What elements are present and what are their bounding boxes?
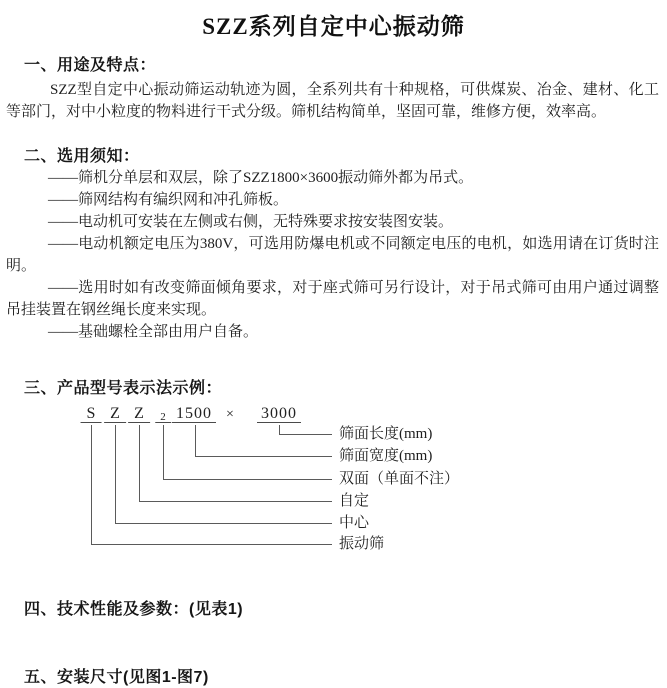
notice-item: ——筛机分单层和双层，除了SZZ1800×3600振动筛外都为吊式。 [48,170,474,186]
model-token-s: S [81,405,102,423]
connector-line [163,479,332,480]
model-token-z2: Z [128,405,150,423]
notice-item: ——基础螺栓全部由用户自备。 [48,324,259,340]
model-token-z1: Z [104,405,126,423]
diagram-label-center: 中心 [339,515,370,531]
document-content [0,56,667,688]
diagram-label-screen-width: 筛面宽度(mm) [339,448,433,464]
connector-line [115,425,116,523]
connector-line [139,501,332,502]
connector-line [195,425,196,456]
diagram-label-screen-length: 筛面长度(mm) [339,426,433,442]
connector-line [91,425,92,544]
diagram-label-self: 自定 [339,493,370,509]
connector-line [163,425,164,479]
usage-paragraph: SZZ型自定中心振动筛运动轨迹为圆，全系列共有十种规格，可供煤炭、冶金、建材、化工等部门，对中小粒度的物料进行干式分级。筛机结构简单，坚固可靠，维修方便，效率高。 [6,82,659,120]
connector-line [139,425,140,501]
section-heading-specs: 四、技术性能及参数：(见表1) [24,601,244,618]
section-heading-usage: 一、用途及特点： [24,57,157,74]
model-code-diagram [6,405,659,555]
diagram-label-vibrating-screen: 振动筛 [339,536,385,552]
diagram-label-double-deck: 双面（单面不注） [339,471,460,487]
notice-item: ——选用时如有改变筛面倾角要求，对于座式筛可另行设计，对于吊式筛可由用户通过调整吊挂装置在钢丝绳长度来实现。 [6,280,659,318]
notice-item: ——电动机可安装在左侧或右侧，无特殊要求按安装图安装。 [48,214,454,230]
connector-line [279,425,280,434]
section-heading-model: 三、产品型号表示法示例： [24,380,223,397]
connector-line [279,434,332,435]
notice-item: ——电动机额定电压为380V，可选用防爆电机或不同额定电压的电机，如选用请在订货时注明。 [6,236,659,274]
model-token-decks: 2 [155,405,171,423]
section-heading-selection: 二、选用须知： [24,148,140,165]
model-token-width: 1500 [172,405,216,423]
connector-line [195,456,332,457]
connector-line [91,544,332,545]
multiply-sign: × [226,407,234,422]
section-heading-install: 五、安装尺寸(见图1-图7) [24,669,209,686]
model-token-length: 3000 [257,405,301,423]
page-title: SZZ系列自定中心振动筛 [202,14,465,39]
connector-line [115,523,332,524]
notice-item: ——筛网结构有编织网和冲孔筛板。 [48,192,289,208]
